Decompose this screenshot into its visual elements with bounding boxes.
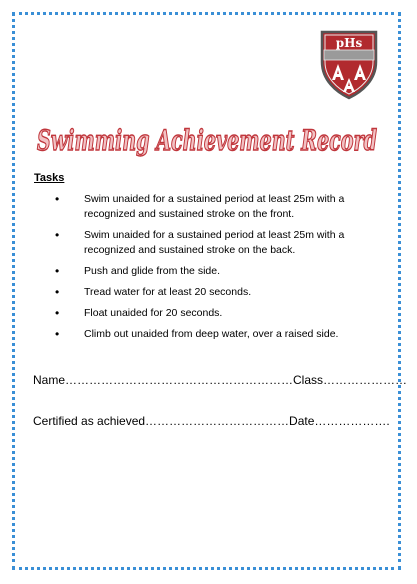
task-text: Swim unaided for a sustained period at least 25m with a recognized and sustained stroke on the back. bbox=[84, 229, 345, 256]
crest-initials: pHs bbox=[335, 36, 363, 50]
list-item bbox=[55, 327, 375, 342]
bullet-icon: • bbox=[55, 306, 60, 320]
bullet-icon: • bbox=[55, 264, 60, 278]
list-item bbox=[55, 285, 375, 300]
shield-icon bbox=[318, 28, 380, 100]
list-item bbox=[55, 264, 375, 279]
task-list bbox=[55, 192, 375, 348]
task-text: Swim unaided for a sustained period at least 25m with a recognized and sustained stroke on the front. bbox=[84, 193, 345, 220]
tasks-heading: Tasks bbox=[34, 172, 65, 184]
list-item bbox=[55, 192, 375, 222]
bullet-icon: • bbox=[55, 192, 60, 206]
list-item bbox=[55, 228, 375, 258]
certified-date-field-line: Certified as achieved………………………………Date………………. bbox=[33, 414, 390, 428]
task-text: Push and glide from the side. bbox=[84, 265, 220, 277]
school-crest-logo bbox=[318, 28, 380, 100]
page-title-text: Swimming Achievement Record bbox=[37, 124, 377, 157]
task-text: Float unaided for 20 seconds. bbox=[84, 307, 223, 319]
bullet-icon: • bbox=[55, 285, 60, 299]
page-title bbox=[30, 108, 385, 170]
task-text: Tread water for at least 20 seconds. bbox=[84, 286, 252, 298]
bullet-icon: • bbox=[55, 327, 60, 341]
task-text: Climb out unaided from deep water, over a raised side. bbox=[84, 328, 339, 340]
bullet-icon: • bbox=[55, 228, 60, 242]
list-item bbox=[55, 306, 375, 321]
name-class-field-line: Name…………………………………………………Class………………… bbox=[33, 373, 408, 387]
